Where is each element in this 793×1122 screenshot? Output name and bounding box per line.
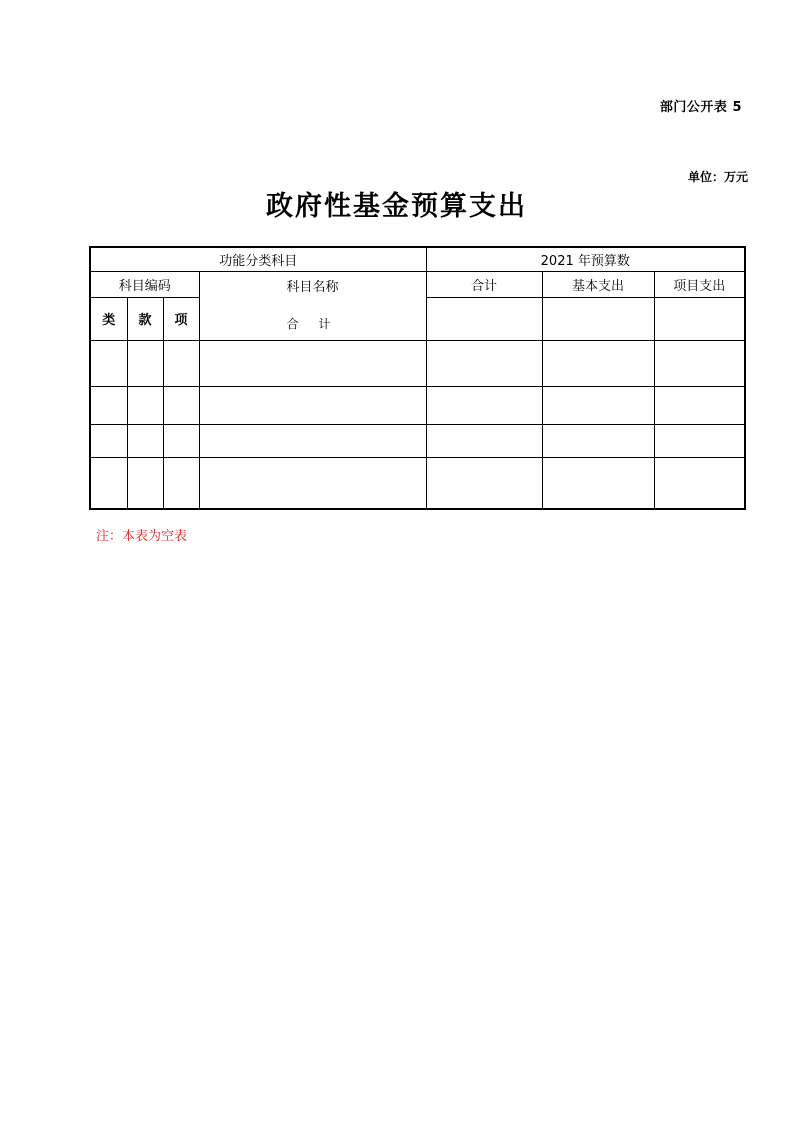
cell bbox=[127, 340, 163, 386]
cell bbox=[654, 340, 745, 386]
total-label: 合 计 bbox=[286, 316, 339, 331]
sub-header-xiang: 项 bbox=[163, 297, 199, 340]
cell bbox=[542, 424, 654, 457]
cell bbox=[542, 457, 654, 509]
cell bbox=[426, 340, 542, 386]
header-project-expenditure: 项目支出 bbox=[654, 271, 745, 297]
cell bbox=[426, 424, 542, 457]
cell bbox=[90, 340, 127, 386]
table-row bbox=[90, 386, 745, 424]
cell bbox=[127, 386, 163, 424]
cell bbox=[163, 386, 199, 424]
cell bbox=[542, 386, 654, 424]
header-subject-code: 科目编码 bbox=[90, 271, 199, 297]
header-subject-name-label: 科目名称 bbox=[286, 279, 339, 295]
cell bbox=[654, 424, 745, 457]
budget-table bbox=[89, 246, 746, 510]
cell bbox=[163, 424, 199, 457]
cell bbox=[90, 386, 127, 424]
total-project-value bbox=[654, 297, 745, 340]
form-code: 部门公开表 5 bbox=[659, 100, 742, 115]
total-value bbox=[426, 297, 542, 340]
cell bbox=[163, 457, 199, 509]
cell bbox=[542, 340, 654, 386]
header-functional-classification: 功能分类科目 bbox=[90, 247, 426, 271]
header-basic-expenditure: 基本支出 bbox=[542, 271, 654, 297]
cell bbox=[90, 424, 127, 457]
unit-label: 单位：万元 bbox=[687, 170, 748, 184]
total-basic-value bbox=[542, 297, 654, 340]
cell bbox=[199, 386, 426, 424]
cell bbox=[426, 457, 542, 509]
cell bbox=[654, 386, 745, 424]
cell bbox=[199, 457, 426, 509]
header-budget-2021: 2021 年预算数 bbox=[426, 247, 745, 271]
cell bbox=[654, 457, 745, 509]
table-row bbox=[90, 424, 745, 457]
page-title: 政府性基金预算支出 bbox=[266, 191, 527, 222]
sub-header-kuan: 款 bbox=[127, 297, 163, 340]
header-total: 合计 bbox=[426, 271, 542, 297]
header-subject-name bbox=[199, 271, 426, 340]
table-row bbox=[90, 457, 745, 509]
cell bbox=[90, 457, 127, 509]
note-text: 注：本表为空表 bbox=[96, 529, 188, 544]
cell bbox=[199, 340, 426, 386]
cell bbox=[163, 340, 199, 386]
cell bbox=[426, 386, 542, 424]
cell bbox=[127, 424, 163, 457]
cell bbox=[199, 424, 426, 457]
sub-header-lei: 类 bbox=[90, 297, 127, 340]
cell bbox=[127, 457, 163, 509]
table-row bbox=[90, 340, 745, 386]
